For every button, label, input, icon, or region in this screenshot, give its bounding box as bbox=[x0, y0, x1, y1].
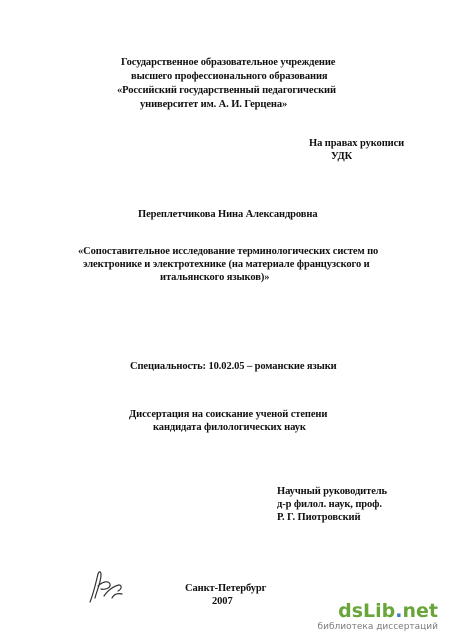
institution-line-4: университет им. А. И. Герцена» bbox=[140, 99, 288, 110]
author-name: Переплетчикова Нина Александровна bbox=[138, 209, 318, 220]
institution-line-2: высшего профессионального образования bbox=[131, 71, 328, 82]
dslib-logo bbox=[338, 600, 438, 622]
title-line-2: электронике и электротехнике (на материале французского и bbox=[83, 259, 370, 270]
supervisor-line-2: д-р филол. наук, проф. bbox=[277, 499, 382, 510]
dissertation-line-2: кандидата филологических наук bbox=[153, 422, 306, 433]
dissertation-line-1: Диссертация на соискание ученой степени bbox=[129, 409, 328, 420]
supervisor-line-1: Научный руководитель bbox=[277, 486, 387, 497]
title-line-3: итальянского языков)» bbox=[160, 272, 270, 283]
specialty: Специальность: 10.02.05 – романские языки bbox=[130, 361, 337, 372]
dslib-subtitle: библиотека диссертаций bbox=[317, 622, 438, 632]
logo-dot: . bbox=[395, 600, 403, 622]
logo-main: dsLib bbox=[338, 600, 396, 622]
supervisor-line-3: Р. Г. Пиотровский bbox=[277, 512, 361, 523]
institution-line-3: «Российский государственный педагогический bbox=[117, 85, 336, 96]
city: Санкт-Петербург bbox=[185, 583, 267, 594]
institution-line-1: Государственное образовательное учреждение bbox=[121, 57, 336, 68]
signature-image bbox=[86, 568, 126, 606]
year: 2007 bbox=[212, 596, 233, 607]
logo-tld: net bbox=[402, 600, 438, 622]
udc-label: УДК bbox=[331, 151, 353, 162]
dslib-watermark[interactable] bbox=[317, 600, 440, 634]
manuscript-rights: На правах рукописи bbox=[309, 138, 405, 149]
title-line-1: «Сопоставительное исследование терминологических систем по bbox=[78, 246, 379, 257]
